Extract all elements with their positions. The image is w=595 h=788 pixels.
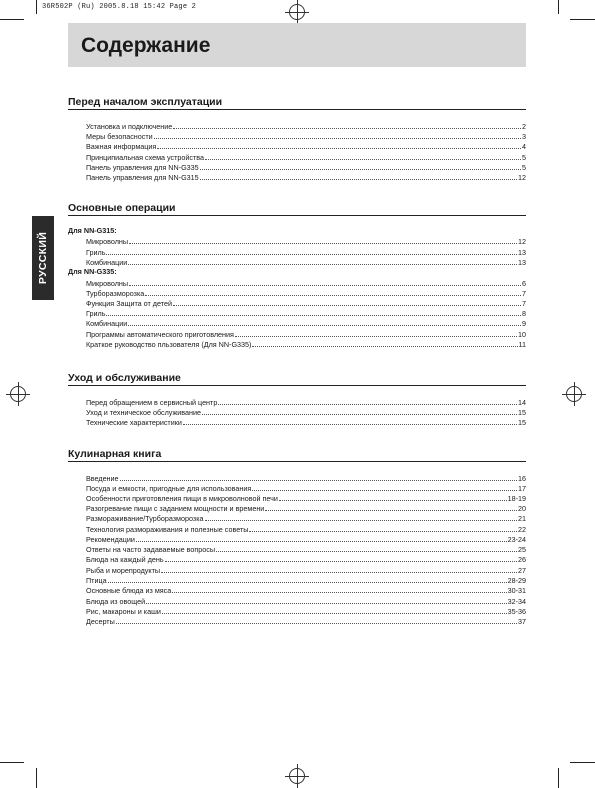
registration-mark-icon: [289, 768, 305, 784]
subheading-nn-g335: Для NN-G335:: [68, 267, 117, 276]
toc-entry[interactable]: Комбинации 9: [86, 319, 526, 328]
section-heading-basic-operations: Основные операции: [68, 202, 526, 216]
toc-entry[interactable]: Уход и техническое обслуживание 15: [86, 408, 526, 417]
toc-entry[interactable]: Гриль 8: [86, 309, 526, 318]
toc-entry[interactable]: Комбинации 13: [86, 258, 526, 267]
crop-mark: [36, 0, 37, 14]
toc-entry[interactable]: Панель управления для NN-G315 12: [86, 173, 526, 182]
toc-entry[interactable]: Перед обращением в сервисный центр 14: [86, 398, 526, 407]
toc-entry[interactable]: Микроволны 12: [86, 237, 526, 246]
toc-entry[interactable]: Краткое руководство пльзователя (Для NN-G335) 11: [86, 340, 526, 349]
toc-entry[interactable]: Меры безопасности 3: [86, 132, 526, 141]
toc-entry[interactable]: Разогревание пищи с заданием мощности и времени 20: [86, 504, 526, 513]
toc-entry[interactable]: Основные блюда из мяса 30-31: [86, 586, 526, 595]
toc-entry[interactable]: Гриль 13: [86, 248, 526, 257]
toc-entry[interactable]: Введение 16: [86, 474, 526, 483]
toc-entry[interactable]: Птица 28-29: [86, 576, 526, 585]
language-side-tab: [32, 216, 54, 300]
crop-mark: [570, 19, 595, 20]
crop-mark: [0, 19, 24, 20]
toc-entry[interactable]: Десерты 37: [86, 617, 526, 626]
toc-entry[interactable]: Важная информация 4: [86, 142, 526, 151]
toc-entry[interactable]: Программы автоматического приготовления 10: [86, 330, 526, 339]
toc-entry[interactable]: Посуда и емкости, пригодные для использования 17: [86, 484, 526, 493]
toc-entry[interactable]: Блюда на каждый день 26: [86, 555, 526, 564]
registration-mark-icon: [289, 4, 305, 20]
toc-entry[interactable]: Панель управления для NN-G335 5: [86, 163, 526, 172]
toc-entry[interactable]: Блюда из овощей 32-34: [86, 597, 526, 606]
subheading-nn-g315: Для NN-G315:: [68, 226, 117, 235]
toc-entry[interactable]: Функция Защита от детей 7: [86, 299, 526, 308]
crop-mark: [0, 762, 24, 763]
title-banner: [68, 23, 526, 67]
toc-entry[interactable]: Установка и подключение 2: [86, 122, 526, 131]
section-heading-care: Уход и обслуживание: [68, 372, 526, 386]
toc-entry[interactable]: Особенности приготовления пищи в микроволновой печи 18-19: [86, 494, 526, 503]
print-header: 36R502P (Ru) 2005.8.18 15:42 Page 2: [42, 3, 197, 11]
crop-mark: [558, 768, 559, 788]
registration-mark-icon: [10, 386, 26, 402]
toc-entry[interactable]: Ответы на часто задаваемые вопросы 25: [86, 545, 526, 554]
registration-mark-icon: [566, 386, 582, 402]
toc-entry[interactable]: Принципиальная схема устройства 5: [86, 153, 526, 162]
page-title: Содержание: [81, 34, 211, 57]
toc-entry[interactable]: Рыба и морепродукты 27: [86, 566, 526, 575]
toc-entry[interactable]: Рис, макароны и каши 35-36: [86, 607, 526, 616]
crop-mark: [558, 0, 559, 14]
toc-entry[interactable]: Микроволны 6: [86, 279, 526, 288]
language-tab-label: РУССКИЙ: [37, 231, 49, 285]
toc-entry[interactable]: Турборазморозка 7: [86, 289, 526, 298]
toc-entry[interactable]: Рекомендации 23-24: [86, 535, 526, 544]
toc-entry[interactable]: Технология размораживания и полезные советы 22: [86, 525, 526, 534]
crop-mark: [36, 768, 37, 788]
crop-mark: [570, 762, 595, 763]
toc-entry[interactable]: Размораживание/Турборазморозка 21: [86, 514, 526, 523]
section-heading-cookbook: Кулинарная книга: [68, 448, 526, 462]
section-heading-before-use: Перед началом эксплуатации: [68, 96, 526, 110]
toc-entry[interactable]: Технические характеристики 15: [86, 418, 526, 427]
